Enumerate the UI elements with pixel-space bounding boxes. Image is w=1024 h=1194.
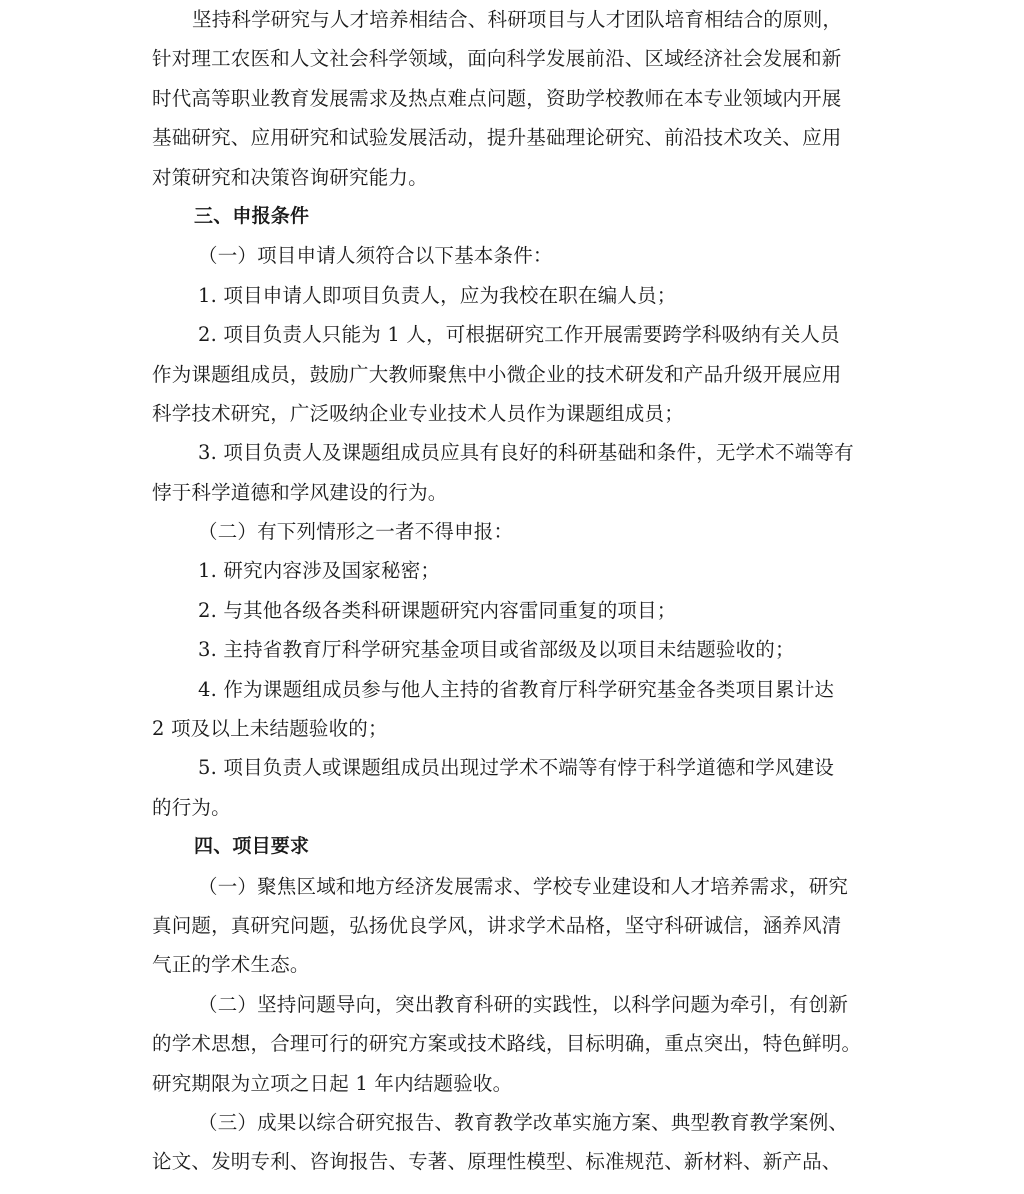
paragraph-line: （一）聚焦区域和地方经济发展需求、学校专业建设和人才培养需求，研究 <box>198 874 849 898</box>
list-item: 5. 项目负责人或课题组成员出现过学术不端等有悖于科学道德和学风建设 <box>198 756 835 780</box>
paragraph-line: 作为课题组成员，鼓励广大教师聚焦中小微企业的技术研发和产品升级开展应用 <box>152 362 842 386</box>
paragraph-line: 2 项及以上未结题验收的； <box>152 717 388 741</box>
paragraph-line: 真问题，真研究问题，弘扬优良学风，讲求学术品格，坚守科研诚信，涵养风清 <box>152 913 842 937</box>
paragraph-line: 论文、发明专利、咨询报告、专著、原理性模型、标准规范、新材料、新产品、 <box>152 1150 842 1174</box>
paragraph-line: 科学技术研究，广泛吸纳企业专业技术人员作为课题组成员； <box>152 401 684 425</box>
paragraph-line: 对策研究和决策咨询研究能力。 <box>152 165 428 189</box>
list-item: 2. 与其他各级各类科研课题研究内容雷同重复的项目； <box>198 598 677 622</box>
list-item: 3. 主持省教育厅科学研究基金项目或省部级及以项目未结题验收的； <box>198 638 795 662</box>
section-heading-3: 三、申报条件 <box>194 204 310 227</box>
paragraph-line: 的学术思想，合理可行的研究方案或技术路线，目标明确，重点突出，特色鲜明。 <box>152 1032 862 1056</box>
paragraph-line: 针对理工农医和人文社会科学领域，面向科学发展前沿、区域经济社会发展和新 <box>152 47 842 71</box>
paragraph-line: （三）成果以综合研究报告、教育教学改革实施方案、典型教育教学案例、 <box>198 1110 849 1134</box>
list-item: 3. 项目负责人及课题组成员应具有良好的科研基础和条件，无学术不端等有 <box>198 441 854 465</box>
paragraph-line: 悖于科学道德和学风建设的行为。 <box>152 480 448 504</box>
list-item: 2. 项目负责人只能为 1 人，可根据研究工作开展需要跨学科吸纳有关人员 <box>198 323 840 347</box>
list-item: 1. 研究内容涉及国家秘密； <box>198 559 441 583</box>
subsection-heading: （一）项目申请人须符合以下基本条件： <box>198 244 553 268</box>
paragraph-line: （二）坚持问题导向，突出教育科研的实践性，以科学问题为牵引，有创新 <box>198 992 849 1016</box>
paragraph-line: 坚持科学研究与人才培养相结合、科研项目与人才团队培育相结合的原则， <box>192 8 843 31</box>
list-item: 1. 项目申请人即项目负责人，应为我校在职在编人员； <box>198 283 677 307</box>
paragraph-line: 研究期限为立项之日起 1 年内结题验收。 <box>152 1071 513 1095</box>
subsection-heading: （二）有下列情形之一者不得申报： <box>198 520 514 544</box>
paragraph-line: 基础研究、应用研究和试验发展活动，提升基础理论研究、前沿技术攻关、应用 <box>152 126 842 150</box>
paragraph-line: 气正的学术生态。 <box>152 953 310 977</box>
paragraph-line: 的行为。 <box>152 795 231 819</box>
paragraph-line: 时代高等职业教育发展需求及热点难点问题，资助学校教师在本专业领域内开展 <box>152 86 842 110</box>
section-heading-4: 四、项目要求 <box>194 835 310 858</box>
list-item: 4. 作为课题组成员参与他人主持的省教育厅科学研究基金各类项目累计达 <box>198 677 835 701</box>
